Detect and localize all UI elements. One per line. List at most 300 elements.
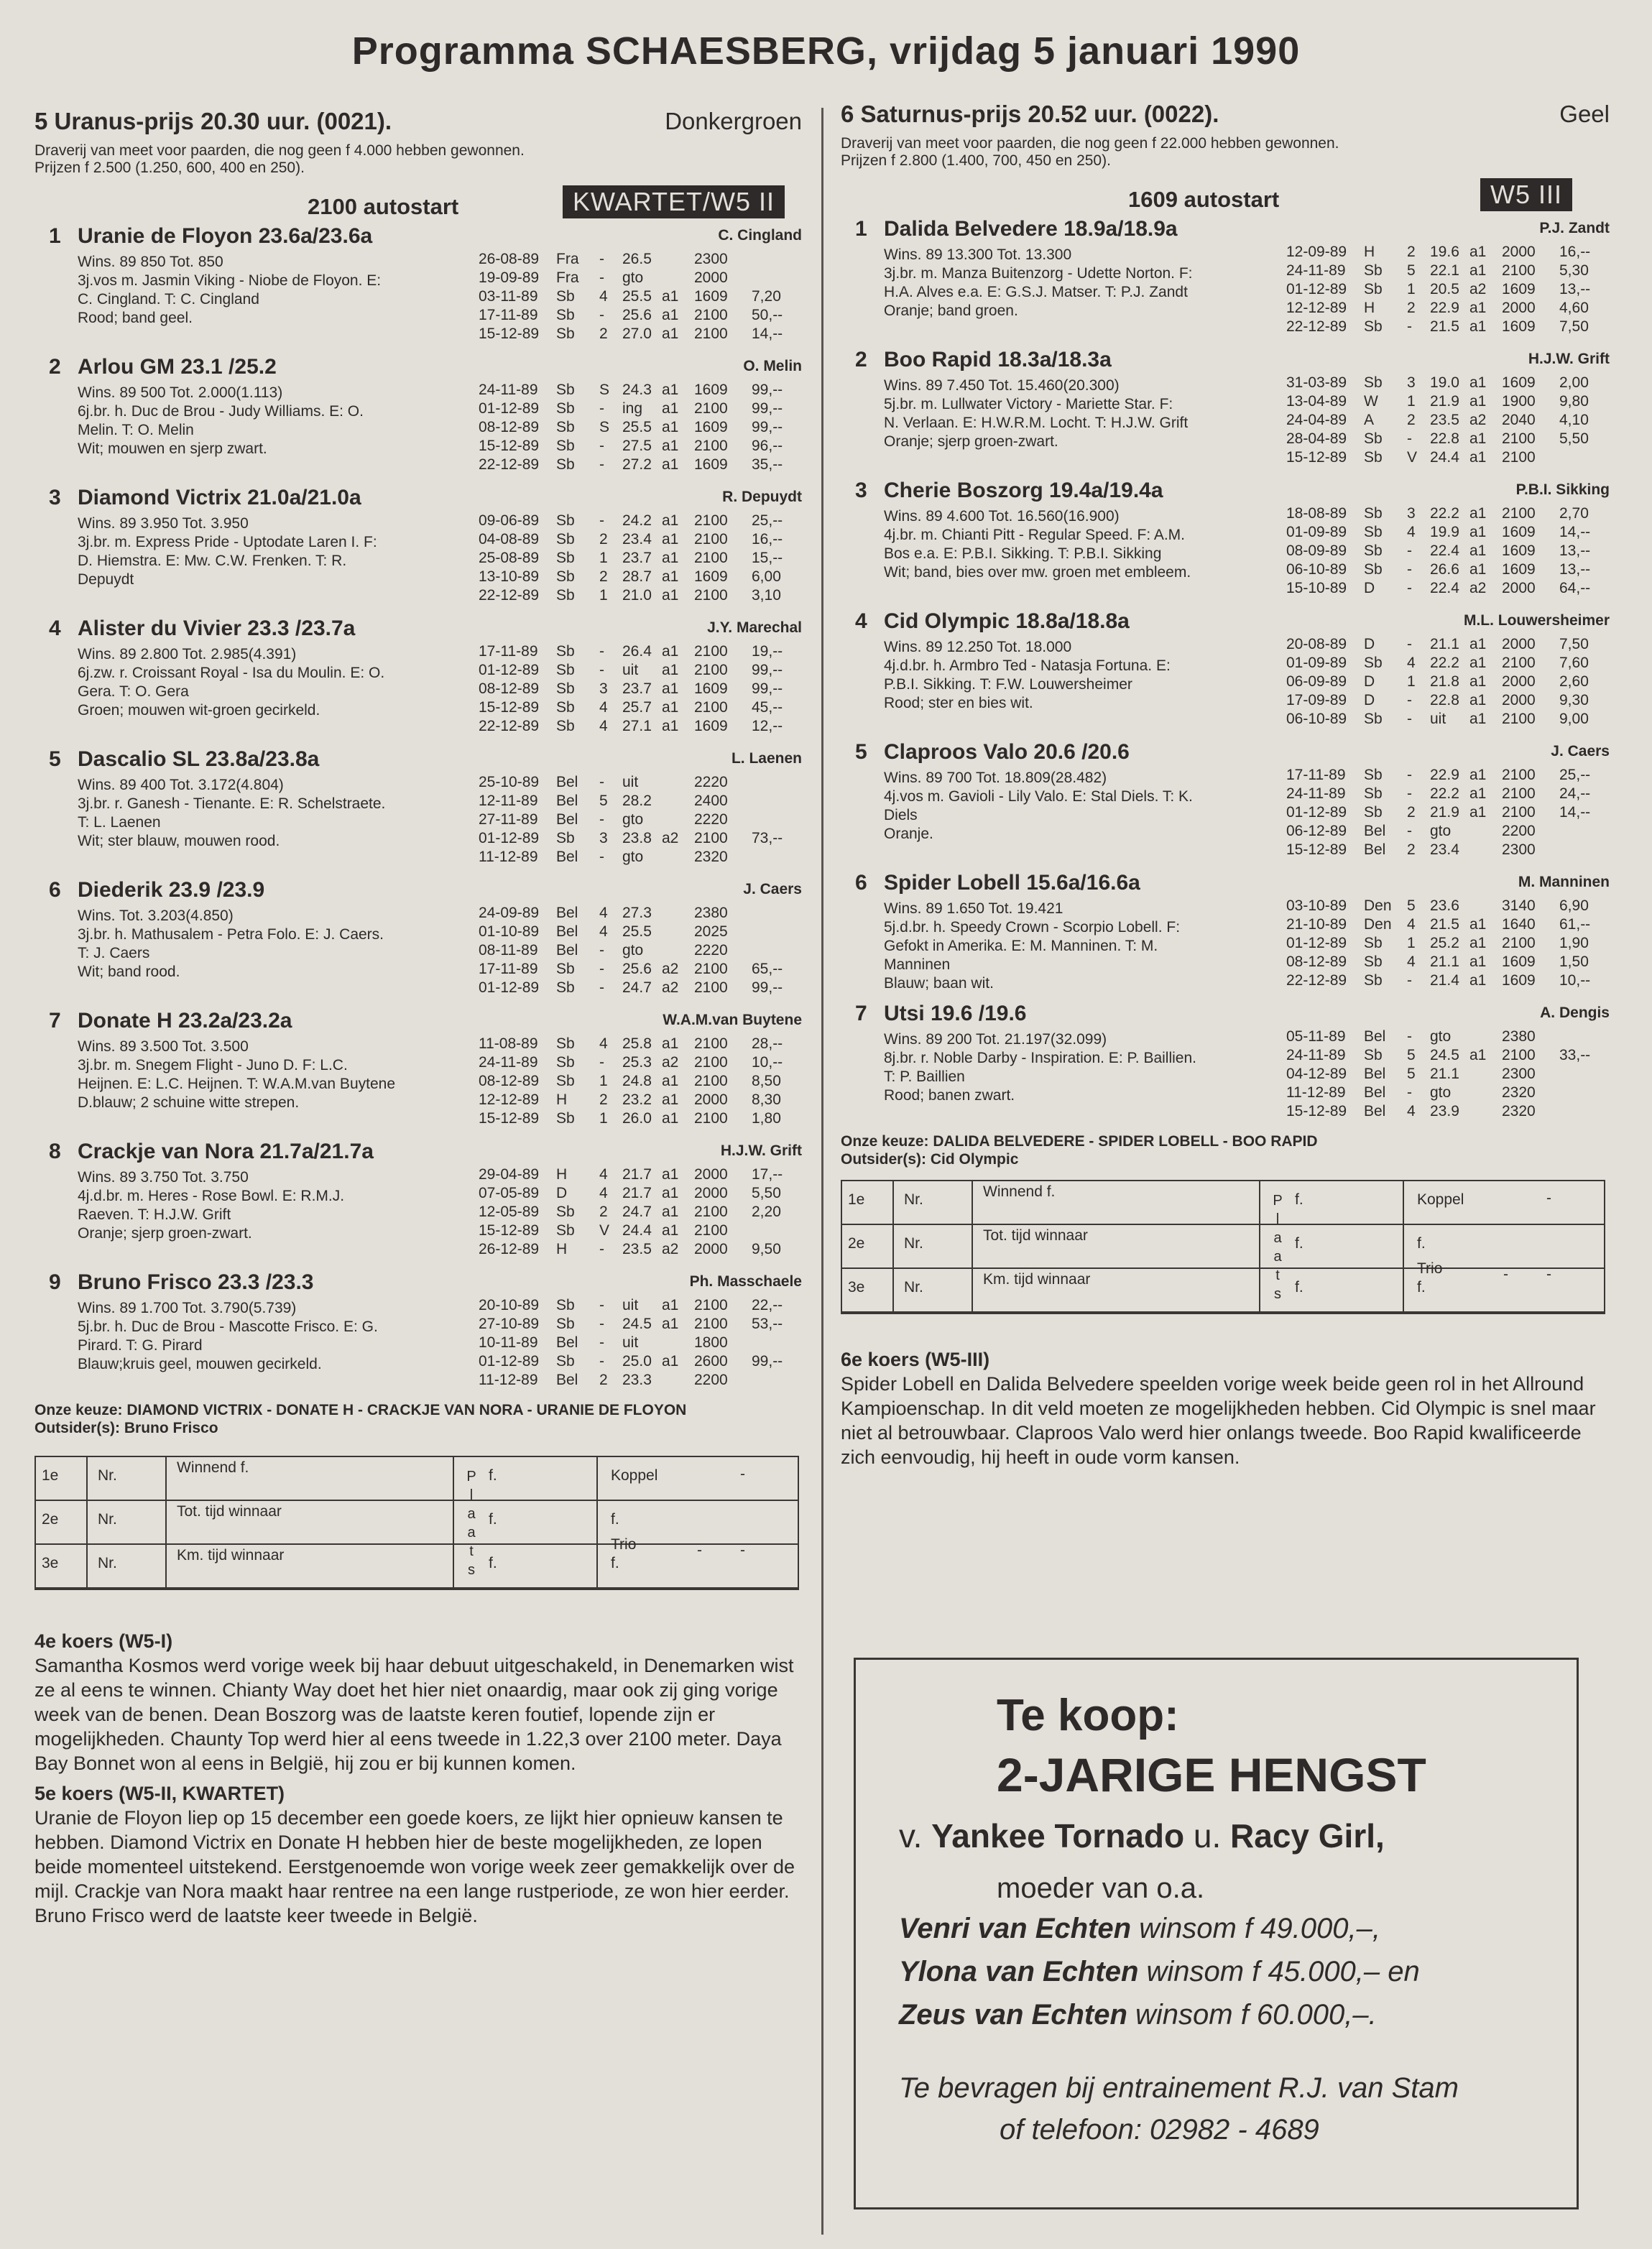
form-nr-field[interactable]: Nr.: [98, 1467, 117, 1484]
result-time: 22.8: [1430, 430, 1459, 447]
race-conditions: Draverij van meet voor paarden, die nog geen f 4.000 hebben gewonnen.: [34, 142, 525, 159]
form-divider: [165, 1457, 172, 1500]
result-date: 17-09-89: [1286, 692, 1347, 708]
horse-info-line: Wit; band, bies over mw. groen met embleem.: [884, 564, 1191, 581]
form-extra-field[interactable]: f.: [1417, 1279, 1426, 1296]
result-track: D: [556, 1185, 568, 1201]
result-time: 23.4: [1430, 841, 1459, 858]
result-odds: 14,--: [1559, 804, 1591, 821]
result-start: a1: [662, 587, 679, 604]
result-odds: 5,50: [1559, 430, 1589, 447]
result-date: 15-10-89: [1286, 580, 1347, 596]
result-time: 24.4: [1430, 449, 1459, 466]
result-track: Sb: [556, 438, 575, 454]
horse-info: [78, 1299, 509, 1393]
result-start: a1: [1469, 449, 1487, 466]
result-time: 24.4: [622, 1222, 652, 1239]
result-track: W: [1364, 393, 1378, 410]
result-track: D: [1364, 636, 1375, 652]
result-place: 4: [1407, 953, 1416, 970]
result-time: 24.2: [622, 512, 652, 529]
column-divider: [821, 108, 823, 2235]
result-date: 01-09-89: [1286, 524, 1347, 540]
form-label: Km. tijd winnaar: [983, 1271, 1091, 1288]
result-start: a2: [662, 1241, 679, 1257]
result-place: -: [1407, 636, 1412, 652]
result-time: 21.1: [1430, 953, 1459, 970]
result-start: a1: [662, 531, 679, 548]
result-place: 4: [599, 905, 608, 921]
horse-number: 2: [49, 355, 61, 379]
result-row: [1286, 1027, 1610, 1046]
result-row: [1286, 411, 1610, 430]
result-row: [1286, 654, 1610, 673]
result-distance: 2200: [694, 1372, 728, 1388]
result-track: Sb: [1364, 524, 1383, 540]
result-track: Bel: [1364, 1066, 1386, 1082]
result-date: 08-09-89: [1286, 542, 1347, 559]
result-row: [1286, 523, 1610, 542]
form-label: Winnend f.: [177, 1459, 249, 1476]
result-distance: 2100: [694, 531, 728, 548]
result-start: a1: [1469, 374, 1487, 391]
result-date: 25-08-89: [479, 550, 540, 566]
result-track: Sb: [556, 587, 575, 604]
result-date: 01-10-89: [479, 923, 540, 940]
result-row: [1286, 971, 1610, 990]
start-row: [34, 181, 802, 221]
result-row: [1286, 504, 1610, 523]
result-start: a1: [1469, 430, 1487, 447]
result-date: 01-12-89: [479, 400, 540, 417]
result-date: 26-08-89: [479, 251, 540, 267]
result-distance: 2300: [1502, 841, 1536, 858]
form-f-field[interactable]: f.: [489, 1467, 497, 1484]
result-time: 19.0: [1430, 374, 1459, 391]
result-distance: 2000: [694, 1091, 728, 1108]
result-distance: 2320: [1502, 1103, 1536, 1119]
result-row: [479, 642, 802, 661]
result-place: -: [599, 307, 604, 323]
horse-info-line: 4j.br. m. Chianti Pitt - Regular Speed. F: A.M.: [884, 527, 1186, 543]
plaats-label: [1270, 1191, 1285, 1303]
result-time: 25.8: [622, 1035, 652, 1052]
result-time: 25.6: [622, 307, 652, 323]
result-row: [1286, 1084, 1610, 1102]
result-place: -: [599, 643, 604, 660]
horse-number: 4: [855, 609, 867, 633]
horse-info-line: Manninen: [884, 956, 951, 973]
result-odds: 13,--: [1559, 561, 1591, 578]
result-time: 23.4: [622, 531, 652, 548]
result-track: Sb: [556, 512, 575, 529]
result-row: [1286, 448, 1610, 467]
result-place: 4: [599, 1035, 608, 1052]
result-date: 24-11-89: [479, 1054, 538, 1071]
result-odds: 53,--: [752, 1316, 783, 1332]
result-time: gto: [622, 942, 644, 959]
result-time: 21.9: [1430, 804, 1459, 821]
form-extra-field[interactable]: Koppel: [611, 1467, 658, 1484]
result-track: D: [1364, 673, 1375, 690]
result-track: Sb: [556, 662, 575, 678]
result-distance: 2100: [694, 1035, 728, 1052]
plaats-letter: a: [1273, 1249, 1282, 1265]
horse-trainer: J. Caers: [743, 881, 802, 897]
form-label: Winnend f.: [983, 1183, 1056, 1200]
horse-entry: [841, 348, 1610, 476]
result-distance: 2400: [694, 793, 728, 809]
horse-info-line: [78, 982, 509, 1000]
result-place: 5: [599, 793, 608, 809]
result-place: -: [599, 269, 604, 286]
result-distance: 2200: [1502, 823, 1536, 839]
horse-entry: [34, 878, 802, 1006]
result-time: 23.9: [1430, 1103, 1459, 1119]
result-odds: 99,--: [752, 419, 783, 435]
result-time: gto: [1430, 1084, 1452, 1101]
result-date: 15-12-89: [1286, 449, 1347, 466]
result-place: V: [599, 1222, 610, 1239]
ad-pedigree: [899, 1816, 1385, 1855]
result-date: 17-11-89: [479, 961, 538, 977]
result-track: Bel: [556, 793, 578, 809]
result-place: 1: [599, 550, 608, 566]
horse-entry: [34, 1009, 802, 1137]
result-track: Sb: [556, 643, 575, 660]
ad-subject: 2-JARIGE HENGST: [997, 1748, 1426, 1801]
result-date: 18-08-89: [1286, 505, 1347, 522]
result-place: -: [599, 979, 604, 996]
horse-name: Claproos Valo 20.6 /20.6: [884, 740, 1130, 764]
result-place: -: [599, 512, 604, 529]
horse-trainer: J.Y. Marechal: [707, 619, 802, 636]
result-odds: 9,00: [1559, 711, 1589, 727]
result-odds: 2,60: [1559, 673, 1589, 690]
result-distance: 2320: [694, 849, 728, 865]
result-track: Sb: [556, 979, 575, 996]
result-time: 24.5: [622, 1316, 652, 1332]
outsiders: [34, 1419, 802, 1437]
form-extra-field[interactable]: f.: [611, 1511, 619, 1528]
outsiders: [841, 1150, 1610, 1168]
horse-name: Crackje van Nora 21.7a/21.7a: [78, 1140, 374, 1163]
result-distance: 2100: [1502, 935, 1536, 951]
horse-info: [884, 377, 1315, 470]
result-row: [1286, 673, 1610, 691]
result-odds: 13,--: [1559, 281, 1591, 297]
result-track: H: [556, 1241, 568, 1257]
horse-name: Donate H 23.2a/23.2a: [78, 1009, 292, 1033]
result-date: 01-09-89: [1286, 655, 1347, 671]
result-place: 4: [599, 1166, 608, 1183]
result-place: 4: [1407, 916, 1416, 933]
form-extra-field[interactable]: Koppel: [1417, 1191, 1464, 1208]
result-distance: 2100: [1502, 262, 1536, 279]
plaats-letter: a: [467, 1525, 476, 1541]
result-time: 25.5: [622, 288, 652, 305]
result-row: [479, 1109, 802, 1128]
our-choice: [841, 1132, 1610, 1150]
result-distance: 2100: [694, 961, 728, 977]
horse-info: [884, 900, 1315, 993]
result-odds: 99,--: [752, 662, 783, 678]
result-time: 21.0: [622, 587, 652, 604]
outsider-label: Outsider(s):: [841, 1151, 927, 1168]
horse-trainer: P.B.I. Sikking: [1515, 481, 1610, 498]
result-date: 13-10-89: [479, 568, 540, 585]
result-row: [1286, 430, 1610, 448]
result-place: -: [599, 1054, 604, 1071]
result-date: 12-12-89: [479, 1091, 540, 1108]
plaats-letter: l: [469, 1487, 474, 1503]
result-distance: 2100: [694, 1297, 728, 1313]
form-extra-field[interactable]: f.: [1417, 1235, 1426, 1252]
horse-name: Dascalio SL 23.8a/23.8a: [78, 747, 320, 771]
horse-list: [34, 224, 802, 1398]
result-date: 11-12-89: [479, 849, 538, 865]
horse-info-line: Heijnen. E: L.C. Heijnen. T: W.A.M.van Buytene: [78, 1076, 395, 1092]
result-track: Sb: [556, 1297, 575, 1313]
result-date: 15-12-89: [1286, 1103, 1347, 1119]
result-start: a1: [1469, 935, 1487, 951]
ad-pedigree-prefix: v.: [899, 1817, 932, 1855]
result-odds: 14,--: [1559, 524, 1591, 540]
race-header: [34, 108, 802, 142]
result-track: Den: [1364, 916, 1392, 933]
result-date: 17-11-89: [479, 643, 538, 660]
result-date: 22-12-89: [479, 587, 540, 604]
result-odds: 6,00: [752, 568, 781, 585]
result-track: Sb: [1364, 767, 1383, 783]
form-extra-field[interactable]: f.: [611, 1555, 619, 1571]
result-time: 26.4: [622, 643, 652, 660]
result-date: 08-12-89: [479, 1073, 540, 1089]
result-row: [479, 1184, 802, 1203]
our-choice-label: Onze keuze:: [841, 1133, 929, 1150]
form-f-field[interactable]: f.: [489, 1555, 497, 1571]
result-distance: 2100: [694, 438, 728, 454]
result-date: 17-11-89: [479, 307, 538, 323]
result-time: 23.6: [1430, 897, 1459, 914]
horse-trainer: W.A.M.van Buytene: [663, 1012, 802, 1028]
horse-number: 6: [855, 871, 867, 895]
horse-info-line: 3j.br. m. Express Pride - Uptodate Laren I. F:: [78, 534, 377, 550]
result-place: -: [1407, 692, 1412, 708]
offspring-winsom: winsom f 60.000,–.: [1127, 1999, 1377, 2031]
result-place: 2: [1407, 804, 1416, 821]
result-date: 20-08-89: [1286, 636, 1347, 652]
result-odds: 10,--: [752, 1054, 783, 1071]
result-date: 13-04-89: [1286, 393, 1347, 410]
result-odds: 22,--: [752, 1297, 783, 1313]
horse-info-line: P.B.I. Sikking. T: F.W. Louwersheimer: [884, 676, 1132, 693]
ad-pedigree-mid: u.: [1184, 1817, 1231, 1855]
result-odds: 2,00: [1559, 374, 1589, 391]
result-odds: 8,50: [752, 1073, 781, 1089]
result-date: 01-12-89: [479, 830, 540, 846]
plaats-letter: P: [1273, 1193, 1283, 1209]
ad-headline: Te koop:: [997, 1691, 1179, 1740]
result-place: 2: [599, 325, 608, 342]
horse-info-line: T: P. Baillien: [884, 1068, 965, 1085]
result-date: 08-12-89: [1286, 953, 1347, 970]
result-odds: 1,80: [752, 1110, 781, 1127]
horse-info-line: 3j.br. r. Ganesh - Tienante. E: R. Schelstraete.: [78, 795, 386, 812]
result-distance: 1609: [1502, 281, 1536, 297]
race-title: 5 Uranus-prijs 20.30 uur. (0021).: [34, 108, 392, 134]
horse-entry: [34, 1140, 802, 1267]
horse-info-line: 6j.br. h. Duc de Brou - Judy Williams. E: O.: [78, 403, 364, 420]
result-track: Sb: [556, 288, 575, 305]
result-odds: 13,--: [1559, 542, 1591, 559]
form-divider: [165, 1501, 172, 1543]
result-track: H: [556, 1166, 568, 1183]
result-track: Fra: [556, 269, 579, 286]
form-f-field[interactable]: f.: [1295, 1279, 1303, 1296]
horse-info-line: [884, 582, 1315, 601]
result-start: a1: [662, 1185, 679, 1201]
ad-sire: Yankee Tornado: [931, 1817, 1185, 1855]
form-f-field[interactable]: f.: [1295, 1191, 1303, 1208]
result-date: 15-12-89: [479, 699, 540, 716]
form-nr-field[interactable]: Nr.: [904, 1235, 923, 1252]
result-place: -: [599, 438, 604, 454]
result-row: [479, 1035, 802, 1053]
result-odds: 25,--: [1559, 767, 1591, 783]
form-nr-field[interactable]: Nr.: [904, 1279, 923, 1296]
form-nr-field[interactable]: Nr.: [98, 1511, 117, 1528]
result-time: 22.4: [1430, 580, 1459, 596]
outsider-value: Cid Olympic: [930, 1151, 1019, 1168]
horse-number: 1: [49, 224, 61, 248]
horse-info-line: [884, 320, 1315, 339]
result-row: [1286, 243, 1610, 262]
horse-name: Utsi 19.6 /19.6: [884, 1002, 1027, 1025]
horse-info-line: Depuydt: [78, 571, 134, 588]
horse-info-line: T: J. Caers: [78, 945, 150, 961]
result-track: Bel: [1364, 1084, 1386, 1101]
result-distance: 2100: [694, 400, 728, 417]
result-time: 23.3: [622, 1372, 652, 1388]
result-date: 15-12-89: [479, 438, 540, 454]
result-time: 25.5: [622, 923, 652, 940]
result-date: 12-12-89: [1286, 300, 1347, 316]
result-place: 4: [599, 718, 608, 734]
horse-info-line: Blauw; baan wit.: [884, 975, 994, 992]
result-track: Sb: [556, 718, 575, 734]
result-distance: 1609: [1502, 374, 1536, 391]
form-f-field[interactable]: f.: [1295, 1235, 1303, 1252]
horse-info-line: Wins. 89 700 Tot. 18.809(28.482): [884, 770, 1107, 786]
form-dash: -: [697, 1542, 702, 1558]
form-trio-label: Trio: [1417, 1260, 1443, 1277]
result-row: [479, 904, 802, 923]
result-start: a1: [662, 382, 679, 398]
results-table: [479, 1035, 802, 1128]
race-header: [841, 101, 1610, 135]
form-nr-field[interactable]: Nr.: [904, 1191, 923, 1208]
result-date: 26-12-89: [479, 1241, 540, 1257]
result-row: [479, 269, 802, 287]
result-place: V: [1407, 449, 1418, 466]
results-table: [479, 642, 802, 736]
result-start: a1: [662, 568, 679, 585]
result-place: 2: [1407, 412, 1416, 428]
horse-entry: [841, 609, 1610, 737]
result-place: 2: [1407, 300, 1416, 316]
result-distance: 2100: [1502, 785, 1536, 802]
result-odds: 6,90: [1559, 897, 1589, 914]
result-start: a1: [662, 1353, 679, 1370]
result-place: 4: [599, 923, 608, 940]
result-date: 31-03-89: [1286, 374, 1347, 391]
result-distance: 2000: [1502, 244, 1536, 260]
horse-info-line: 8j.br. r. Noble Darby - Inspiration. E: P. Baillien.: [884, 1050, 1196, 1066]
result-distance: 2000: [694, 1166, 728, 1183]
result-row: [1286, 915, 1610, 934]
result-date: 08-12-89: [479, 419, 540, 435]
result-time: uit: [622, 662, 639, 678]
horse-info-line: 3j.vos m. Jasmin Viking - Niobe de Floyon. E:: [78, 272, 382, 289]
horse-info-line: C. Cingland. T: C. Cingland: [78, 291, 259, 308]
bet-type-badge: W5 III: [1480, 178, 1572, 211]
form-nr-field[interactable]: Nr.: [98, 1555, 117, 1571]
form-divider: [972, 1225, 979, 1267]
result-row: [479, 811, 802, 829]
result-row: [479, 287, 802, 306]
result-place: -: [599, 1334, 604, 1351]
result-track: Sb: [556, 307, 575, 323]
result-start: a1: [1469, 318, 1487, 335]
result-track: Sb: [556, 680, 575, 697]
horse-info-line: [884, 713, 1315, 731]
results-table: [1286, 1027, 1610, 1121]
horse-info-line: 5j.d.br. h. Speedy Crown - Scorpio Lobell. F:: [884, 919, 1181, 936]
result-place: -: [599, 456, 604, 473]
result-place: 4: [1407, 524, 1416, 540]
form-divider: [1259, 1181, 1266, 1224]
result-row: [1286, 542, 1610, 560]
result-start: a1: [1469, 953, 1487, 970]
result-place: -: [599, 1353, 604, 1370]
result-track: Sb: [556, 325, 575, 342]
horse-info-line: [78, 720, 509, 739]
horse-entry: [34, 355, 802, 483]
result-place: 1: [1407, 673, 1416, 690]
result-row: [1286, 1046, 1610, 1065]
result-time: 25.7: [622, 699, 652, 716]
result-track: Sb: [556, 568, 575, 585]
result-start: a1: [662, 419, 679, 435]
result-place: -: [599, 942, 604, 959]
form-f-field[interactable]: f.: [489, 1511, 497, 1528]
plaats-letter: t: [469, 1543, 474, 1559]
result-start: a1: [662, 1222, 679, 1239]
plaats-letter: t: [1275, 1267, 1280, 1283]
result-row: [1286, 392, 1610, 411]
ad-offspring-2: [899, 1956, 1420, 1988]
horse-info-line: Wins. Tot. 3.203(4.850): [78, 908, 234, 924]
result-date: 24-11-89: [1286, 1047, 1346, 1063]
result-time: 27.0: [622, 325, 652, 342]
horse-info-line: Wins. 89 7.450 Tot. 15.460(20.300): [884, 377, 1120, 394]
result-time: gto: [622, 849, 644, 865]
horse-entry: [841, 740, 1610, 868]
result-time: 21.9: [1430, 393, 1459, 410]
horse-info: [78, 384, 509, 477]
result-track: Sb: [556, 456, 575, 473]
